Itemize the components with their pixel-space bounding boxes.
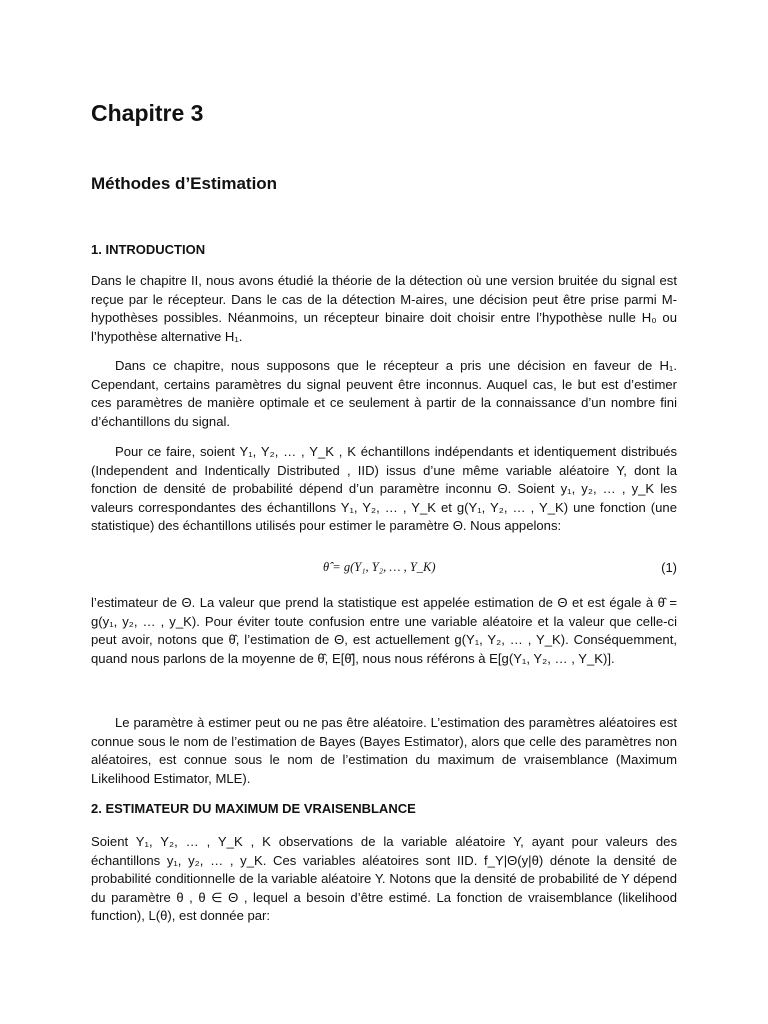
paragraph-6-wrapper — [91, 833, 677, 926]
section-heading-introduction: 1. INTRODUCTION — [91, 242, 206, 257]
paragraph-5-wrapper — [91, 714, 677, 788]
chapter-title: Méthodes d’Estimation — [91, 174, 278, 193]
paragraph-1: Dans le chapitre II, nous avons étudié la théorie de la détection où une version bruitée du signal est reçue par le récepteur. Dans le cas de la détection M-aires, une décision peut être prise parmi M-hypothèses possibles. Néanmoins, un récepteur binaire doit choisir entre l’hypothèse nulle H₀ ou l’hypothèse alternative H₁. — [91, 273, 677, 344]
paragraph-1-wrapper — [91, 272, 677, 346]
paragraph-3: Pour ce faire, soient Y₁, Y₂, … , Y_K , K échantillons indépendants et identiquement distribués (Independent and Indentically Distributed , IID) issus d’une même variable aléatoire Y, dont la fonction de densité de probabilité dépend d’un paramètre inconnu Θ. Soient y₁, y₂, … , y_K les valeurs correspondantes des échantillons Y₁, Y₂, … , Y_K et g(Y₁, Y₂, … , Y_K) une fonction (une statistique) des échantillons utilisés pour estimer le paramètre Θ. Nous appelons: — [91, 444, 677, 534]
section-heading-mle: 2. ESTIMATEUR DU MAXIMUM DE VRAISENBLANCE — [91, 801, 416, 816]
chapter-heading: Chapitre 3 — [91, 100, 204, 126]
paragraph-4: l’estimateur de Θ. La valeur que prend la statistique est appelée estimation de Θ et est égale à θ̂ = g(y₁, y₂, … , y_K). Pour éviter toute confusion entre une variable aléatoire et la valeur que celle-ci peut avoir, notons que θ̂, l’estimation de Θ, est actuellement g(Y₁, Y₂, … , Y_K). Conséquemment, quand nous parlons de la moyenne de θ̂, E[θ̂], nous nous référons à E[g(Y₁, Y₂, … , Y_K)]. — [91, 595, 677, 666]
equation-expression: θ̂ = g(Y₁, Y₂, … , Y_K) — [323, 560, 436, 574]
paragraph-4-wrapper — [91, 594, 677, 668]
paragraph-5: Le paramètre à estimer peut ou ne pas être aléatoire. L’estimation des paramètres aléatoires est connue sous le nom de l’estimation de Bayes (Bayes Estimator), alors que celle des paramètres non aléatoires, est connue sous le nom de l’estimation du maximum de vraisemblance (Maximum Likelihood Estimator, MLE). — [91, 715, 677, 786]
paragraph-6: Soient Y₁, Y₂, … , Y_K , K observations de la variable aléatoire Y, ayant pour valeurs des échantillons y₁, y₂, … , y_K. Ces variables aléatoires sont IID. f_Y|Θ(y|θ) dénote la densité de probabilité conditionnelle de la variable aléatoire Y. Notons que la densité de probabilité de Y dépend du paramètre θ , θ ∈ Θ , lequel a besoin d’être estimé. La fonction de vraisemblance (likelihood function), L(θ), est donnée par: — [91, 834, 677, 924]
paragraph-2: Dans ce chapitre, nous supposons que le récepteur a pris une décision en faveur de H₁. Cependant, certains paramètres du signal peuvent être inconnus. Auquel cas, le but est d’estimer ces paramètres de manière optimale et ce seulement à partir de la connaissance d’un nombre fini d’échantillons du signal. — [91, 358, 677, 429]
equation-1 — [91, 560, 677, 580]
paragraph-2-wrapper — [91, 357, 677, 431]
paragraph-3-wrapper — [91, 443, 677, 536]
equation-number: (1) — [661, 560, 677, 575]
